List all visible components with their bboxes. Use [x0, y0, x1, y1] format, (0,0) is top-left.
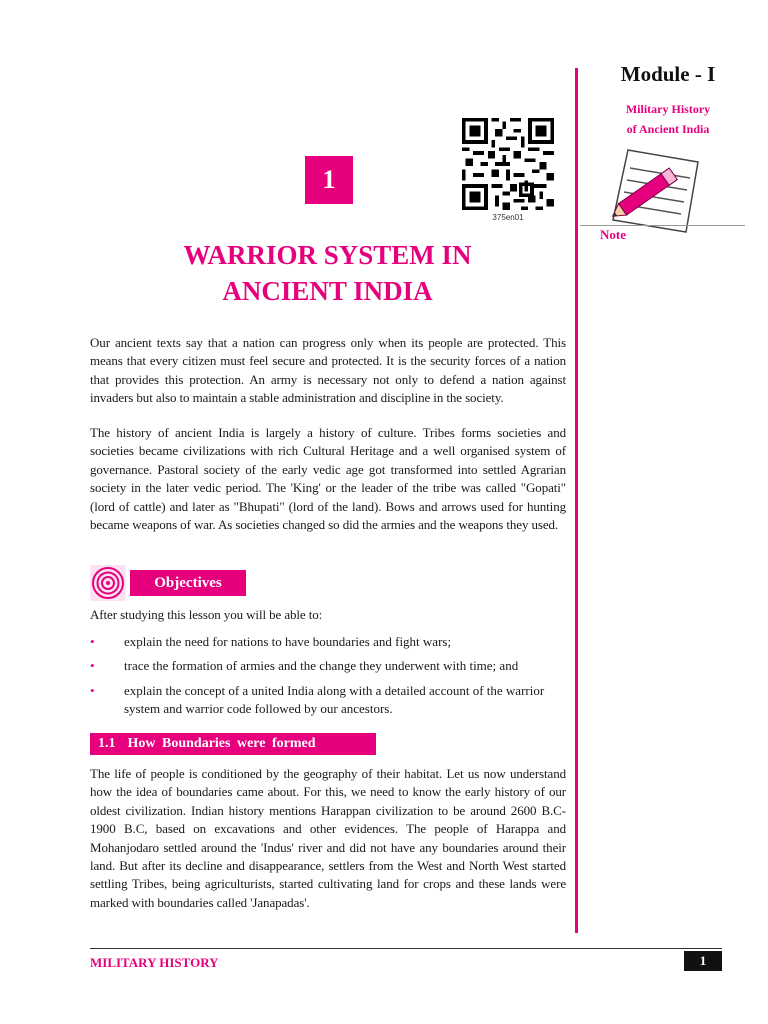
note-rule — [580, 225, 745, 226]
objectives-list — [90, 633, 566, 725]
chapter-title — [90, 237, 565, 309]
page-number: 1 — [684, 951, 722, 971]
footer-label: MILITARY HISTORY — [90, 955, 219, 970]
bullet-icon: • — [90, 682, 95, 698]
footer-rule — [90, 948, 722, 949]
bullet-icon: • — [90, 658, 95, 674]
note-label: Note — [600, 227, 626, 242]
module-subtitle-line2: of Ancient India — [626, 122, 710, 136]
qr-code-caption: 375en01 — [492, 213, 524, 222]
intro-paragraph-1: Our ancient texts say that a nation can progress only when its people are protected. This means that every citizen must feel secure and protected. It is the security forces of a nation that provides this protection. An army is necessary not only to defend a nation against invaders but also to maintain a stable administration and discipline in the society. — [90, 335, 566, 406]
chapter-title-line1: WARRIOR SYSTEM IN — [183, 240, 472, 270]
sidebar-divider — [575, 68, 578, 933]
module-title: Module - I — [620, 62, 716, 86]
section-paragraph-1: The life of people is conditioned by the geography of their habitat. Let us now understand how the idea of boundaries came about. For this, we need to know the early history of our oldest civilization. Indian history mentions Harappan civilization to be around 2600 B.C-1900 B.C, based on excavations and other evidences. The people of Harappa and Mohanjodaro settled around the 'Indus' river and did not have any boundaries around their land. But after its decline and disappearance, settlers from the West and North West started settling Tribes, being agriculturists, started cultivating land for crops and these lands were marked with boundaries called 'Janapadas'. — [90, 766, 566, 910]
chapter-title-line2: ANCIENT INDIA — [222, 276, 433, 306]
qr-code-icon[interactable] — [462, 118, 554, 210]
section-title: How Boundaries were formed — [127, 736, 316, 751]
list-item: • explain the need for nations to have boundaries and fight wars; — [90, 633, 566, 651]
section-number: 1.1 — [98, 736, 116, 751]
target-spiral-icon — [90, 565, 126, 601]
list-item: • explain the concept of a united India along with a detailed account of the warrior system and warrior code followed by our ancestors. — [90, 682, 545, 717]
bullet-icon: • — [90, 634, 95, 649]
section-heading — [90, 733, 376, 755]
module-subtitle-line1: Military History — [625, 102, 711, 116]
intro-paragraph-2: The history of ancient India is largely a history of culture. Tribes forms societies and societies became civilizations with rich Cultural Heritage and a well organised system of governance. Pastoral society of the early vedic age got transformed into settled Agrarian society in the later vedic period. The 'King' or the leader of the tribe was called "Gopati" (lord of cattle) and later as "Bhupati" (lord of the land). Bows and arrows used for hunting became weapons of war. As societies changed so did the armies and the weapons they used. — [90, 425, 566, 533]
chapter-number: 1 — [305, 156, 353, 204]
objectives-heading: Objectives — [130, 570, 246, 596]
list-item: • trace the formation of armies and the change they underwent with time; and — [90, 657, 566, 675]
objectives-lead: After studying this lesson you will be able to: — [90, 607, 323, 622]
module-subtitle — [588, 99, 748, 139]
